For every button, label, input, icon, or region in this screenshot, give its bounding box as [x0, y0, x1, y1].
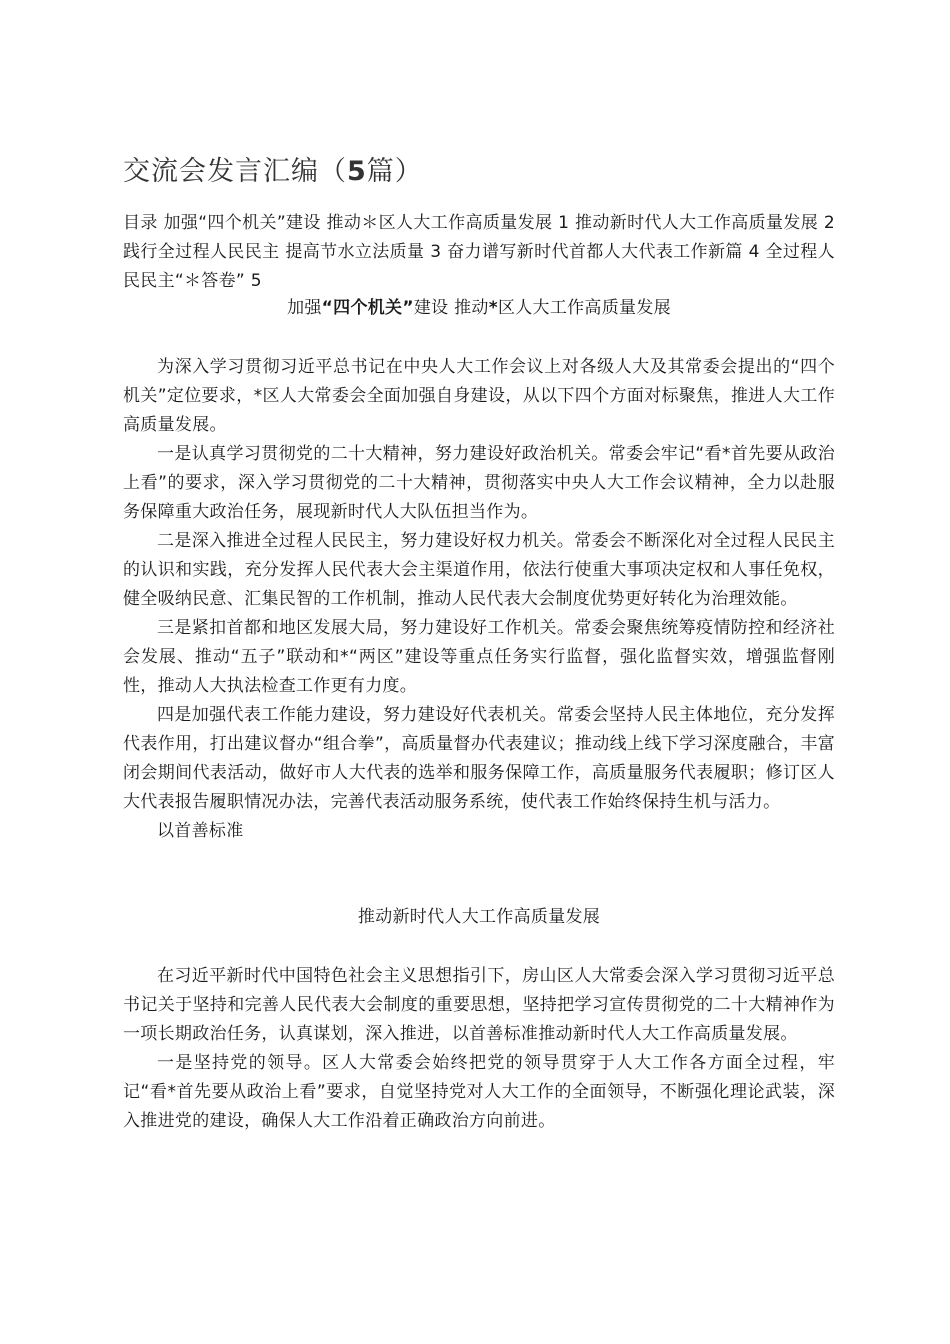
title-prefix: 交流会发言汇编（: [123, 156, 347, 187]
document-title: [123, 152, 423, 192]
title-number: 5: [347, 156, 367, 187]
section1-heading-part-d: *: [488, 298, 498, 318]
section1-paragraph: 一是认真学习贯彻党的二十大精神，努力建设好政治机关。常委会牢记“看*首先要从政治上看”的要求，深入学习贯彻党的二十大精神，贯彻落实中央人大工作会议精神，全力以赴服务保障重大政治任务，展现新时代人大队伍担当作为。: [123, 444, 835, 522]
section1-paragraph: 二是深入推进全过程人民民主，努力建设好权力机关。常委会不断深化对全过程人民民主的认识和实践，充分发挥人民代表大会主渠道作用，依法行使重大事项决定权和人事任免权，健全吸纳民意、汇集民智的工作机制，推动人民代表大会制度优势更好转化为治理效能。: [123, 531, 835, 609]
title-suffix: 篇）: [366, 156, 423, 187]
section2-body: [123, 962, 835, 1136]
section1-heading-part-b: “四个机关”: [321, 298, 414, 318]
section1-paragraph: 为深入学习贯彻习近平总书记在中央人大工作会议上对各级人大及其常委会提出的“四个机关”定位要求，*区人大常委会全面加强自身建设，从以下四个方面对标聚焦，推进人大工作高质量发展。: [123, 357, 835, 435]
section2-pre-line: 以首善标准: [157, 821, 244, 841]
section2-heading: 推动新时代人大工作高质量发展: [357, 907, 601, 927]
table-of-contents: 目录 加强“四个机关”建设 推动＊区人大工作高质量发展 1 推动新时代人大工作高质量发展 2 践行全过程人民民主 提高节水立法质量 3 奋力谱写新时代首都人大代表工作新篇 4 全过程人民民主“＊答卷” 5: [123, 213, 835, 291]
section1-heading-part-c: 建设 推动: [413, 298, 489, 318]
section1-heading: [123, 294, 835, 323]
section2-paragraph: 在习近平新时代中国特色社会主义思想指引下，房山区人大常委会深入学习贯彻习近平总书记关于坚持和完善人民代表大会制度的重要思想，坚持把学习宣传贯彻党的二十大精神作为一项长期政治任务，认真谋划，深入推进，以首善标准推动新时代人大工作高质量发展。: [123, 966, 835, 1044]
section1-body: [123, 353, 835, 846]
section1-paragraph: 三是紧扣首都和地区发展大局，努力建设好工作机关。常委会聚焦统筹疫情防控和经济社会发展、推动“五子”联动和*“两区”建设等重点任务实行监督，强化监督实效，增强监督刚性，推动人大执法检查工作更有力度。: [123, 618, 835, 696]
section1-heading-part-a: 加强: [287, 298, 322, 318]
section1-heading-part-e: 区人大工作高质量发展: [497, 298, 671, 318]
section1-paragraph: 四是加强代表工作能力建设，努力建设好代表机关。常委会坚持人民主体地位，充分发挥代表作用，打出建议督办“组合拳”，高质量督办代表建议；推动线上线下学习深度融合，丰富闭会期间代表活动，做好市人大代表的选举和服务保障工作，高质量服务代表履职；修订区人大代表报告履职情况办法，完善代表活动服务系统，使代表工作始终保持生机与活力。: [123, 705, 835, 812]
section2-paragraph: 一是坚持党的领导。区人大常委会始终把党的领导贯穿于人大工作各方面全过程，牢记“看*首先要从政治上看”要求，自觉坚持党对人大工作的全面领导，不断强化理论武装，深入推进党的建设，确保人大工作沿着正确政治方向前进。: [123, 1053, 835, 1131]
